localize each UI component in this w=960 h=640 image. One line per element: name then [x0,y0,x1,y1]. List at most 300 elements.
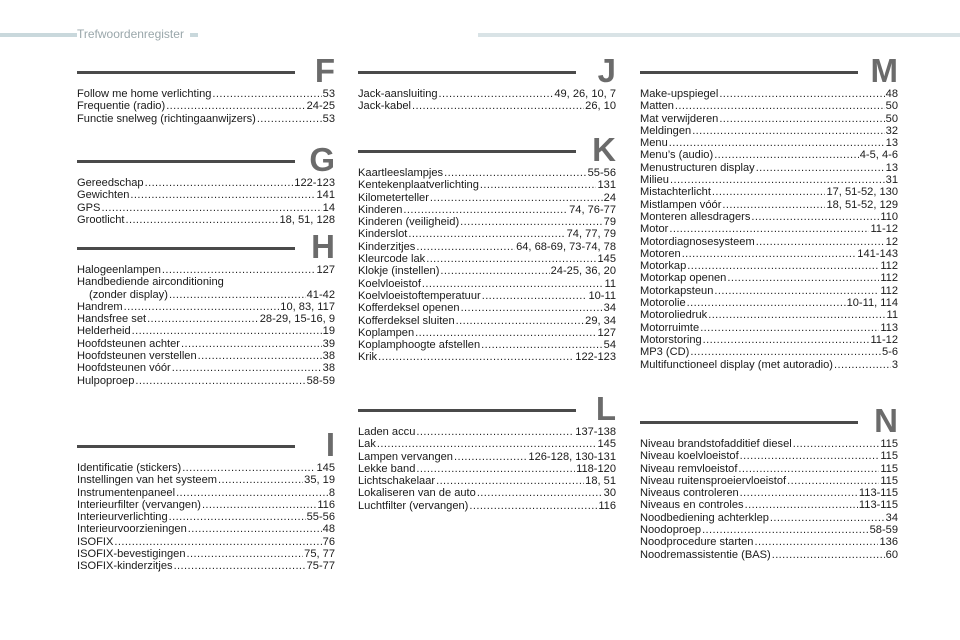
index-entry [358,302,616,314]
index-entry [640,186,898,198]
dot-leader [714,149,859,161]
entry-pages: 38 [322,350,335,363]
section-letter: L [595,390,616,427]
index-entry [77,523,335,535]
entry-pages: 3 [891,358,898,371]
entry-pages: 30 [603,487,616,500]
entry-term: Niveaus en controles [640,499,744,512]
entry-term: Functie snelweg (richtingaanwijzers) [77,112,256,125]
index-section [77,52,335,125]
index-entry [640,463,898,475]
index-entry [358,265,616,277]
dot-leader [198,350,322,362]
section-letter: F [314,52,335,89]
entry-term: Motorkap [640,260,687,273]
entry-term: Koplampen [358,326,415,339]
entry-pages: 39 [322,337,335,350]
index-entry [77,88,335,100]
entry-pages: 110 [880,210,898,223]
dot-leader [130,189,315,201]
entry-list [77,462,335,573]
dot-leader [403,204,568,216]
entry-pages: 32 [885,124,898,137]
dot-leader [740,487,858,499]
dot-leader [212,88,321,100]
entry-term: Motor [640,223,669,236]
entry-pages: 14 [322,201,335,214]
entry-term: Niveau ruitensproeiervloeistof [640,474,787,487]
entry-term: Mat verwijderen [640,112,719,125]
entry-term: Noodoproep [640,524,702,537]
entry-list [640,438,898,561]
entry-pages: 145 [597,438,616,451]
dot-leader [412,100,584,112]
index-entry [77,313,335,325]
index-entry [77,560,335,572]
dot-leader [378,351,574,363]
index-section [358,131,616,364]
entry-term: Menu [640,137,668,150]
dot-leader [722,199,825,211]
index-entry [640,334,898,346]
index-entry [358,241,616,253]
index-section [640,52,898,371]
index-entry [640,260,898,272]
entry-pages: 29, 34 [585,314,616,327]
entry-pages: 11-12 [870,333,898,346]
entry-pages: 116 [598,499,616,512]
index-entry [640,346,898,358]
index-entry [77,100,335,112]
entry-pages: 28-29, 15-16, 9 [259,313,335,326]
index-entry [640,113,898,125]
index-entry [640,248,898,260]
dot-leader [719,113,884,125]
entry-pages: 26, 10 [585,100,616,113]
entry-term: Frequentie (radio) [77,100,166,113]
entry-pages: 64, 68-69, 73-74, 78 [516,240,616,253]
index-section [640,402,898,561]
dot-leader [426,253,596,265]
section-letter: I [325,426,335,463]
dot-leader [702,524,869,536]
index-entry [77,487,335,499]
dot-leader [181,338,322,350]
entry-term: Matten [640,100,674,113]
index-entry [358,167,616,179]
dot-leader [787,475,879,487]
section-letter: M [870,52,898,89]
dot-leader [675,100,885,112]
entry-term: Gereedschap [77,177,144,189]
dot-leader [162,264,316,276]
entry-pages: 58-59 [306,374,335,387]
entry-pages: 49, 26, 10, 7 [554,88,616,100]
index-entry [358,339,616,351]
section-rule [640,421,858,424]
entry-term: ISOFIX-kinderzitjes [77,560,173,573]
index-entry [358,88,616,100]
entry-term: GPS [77,201,101,214]
entry-pages: 17, 51-52, 130 [826,186,898,199]
entry-pages: 113 [880,321,898,334]
entry-term: Motorstoring [640,333,702,346]
entry-pages: 34 [885,511,898,524]
entry-term: Handsfree set [77,313,147,326]
entry-term: Mistachterlicht [640,186,711,199]
entry-pages: 60 [885,548,898,561]
entry-list [358,167,616,364]
entry-pages: 131 [597,179,616,192]
entry-term: Helderheid [77,325,131,338]
dot-leader [416,426,574,438]
section-rule [358,409,576,412]
index-entry [358,426,616,438]
entry-pages: 41-42 [306,288,335,301]
index-entry [640,211,898,223]
entry-term: MP3 (CD) [640,346,690,359]
entry-pages: 48 [885,88,898,100]
index-entry [358,315,616,327]
entry-pages: 122-123 [294,177,335,189]
entry-term: Instrumentenpaneel [77,486,176,499]
entry-term: Lekke band [358,462,416,475]
section-header [640,402,898,439]
index-entry [358,179,616,191]
dot-leader [754,536,878,548]
entry-pages: 24-25 [306,100,335,113]
index-entry [77,474,335,486]
entry-pages: 18, 51, 128 [279,213,335,226]
entry-term: Identificatie (stickers) [77,462,182,474]
index-entry [77,177,335,189]
dot-leader [469,500,597,512]
entry-term: Koelvloeistoftemperatuur [358,289,481,302]
entry-pages: 145 [597,253,616,266]
index-entry [640,137,898,149]
entry-pages: 75-77 [306,560,335,573]
index-entry [358,451,616,463]
dot-leader [708,309,885,321]
dot-leader [727,272,879,284]
entry-term: ISOFIX [77,535,114,548]
entry-pages: 76 [322,535,335,548]
dot-leader [124,301,280,313]
section-rule [77,71,295,74]
index-section [358,52,616,113]
entry-term: Motorruimte [640,321,700,334]
index-entry [77,499,335,511]
dot-leader [172,362,322,374]
index-entry [77,301,335,313]
entry-term: Interieurvoorzieningen [77,523,187,536]
entry-term: Multifunctioneel display (met autoradio) [640,358,834,371]
index-entry [640,162,898,174]
entry-pages: 11 [604,277,616,290]
entry-pages: 10, 83, 117 [280,300,335,313]
dot-leader [439,88,554,100]
index-entry [77,264,335,276]
entry-list [77,264,335,387]
index-entry [640,438,898,450]
index-entry [358,327,616,339]
section-rule [358,150,576,153]
dot-leader [135,375,305,387]
entry-term: Gewichten [77,189,130,202]
entry-pages: 13 [885,137,898,150]
index-entry [358,463,616,475]
dot-leader [174,560,306,572]
entry-term: Lichtschakelaar [358,475,436,488]
index-section [77,228,335,387]
entry-pages: 18, 51-52, 129 [826,198,898,211]
index-entry [77,536,335,548]
dot-leader [147,313,259,325]
entry-pages: 58-59 [869,524,898,537]
index-entry [640,475,898,487]
index-entry [640,88,898,100]
entry-pages: 53 [322,88,335,100]
dot-leader [114,536,321,548]
entry-term: Milieu [640,174,669,187]
entry-term: Krik [358,351,378,364]
entry-pages: 113-115 [858,487,898,500]
dot-leader [377,438,597,450]
dot-leader [416,241,515,253]
dot-leader [751,211,879,223]
entry-term: Motoren [640,247,681,260]
dot-leader [670,174,885,186]
index-entry [640,450,898,462]
section-rule [77,445,295,448]
dot-leader [444,167,587,179]
entry-term: Kentekenplaatverlichting [358,179,479,192]
index-entry [358,192,616,204]
dot-leader [182,462,315,474]
entry-pages: 75, 77 [304,548,335,561]
entry-term: Menustructuren display [640,161,755,174]
dot-leader [461,302,603,314]
index-entry [640,536,898,548]
entry-term: Make-upspiegel [640,88,719,100]
dot-leader [218,474,303,486]
entry-pages: 19 [322,325,335,338]
entry-term: Lampen vervangen [358,450,453,463]
entry-term: Noodbediening achterklep [640,511,769,524]
entry-pages: 136 [879,536,898,549]
index-entry [640,487,898,499]
entry-term: Noodprocedure starten [640,536,754,549]
dot-leader [687,297,846,309]
index-entry [77,289,335,301]
index-entry [358,500,616,512]
dot-leader [415,327,596,339]
index-entry-term: Handbediende airconditioning [77,276,224,289]
entry-pages: 11 [886,309,898,322]
entry-pages: 50 [885,112,898,125]
index-entry [640,499,898,511]
index-entry [77,113,335,125]
index-entry [358,487,616,499]
entry-term: Kinderen [358,203,403,216]
section-header [358,390,616,427]
dot-leader [202,499,316,511]
index-entry [358,351,616,363]
section-rule [640,71,858,74]
index-entry [77,362,335,374]
dot-leader [793,438,880,450]
entry-pages: 127 [316,264,335,276]
dot-leader [738,463,879,475]
index-entry [358,204,616,216]
entry-term: Hoofdsteunen verstellen [77,350,197,363]
dot-leader [169,511,306,523]
index-entry [77,202,335,214]
index-entry [358,100,616,112]
entry-term: Jack-kabel [358,100,412,113]
entry-pages: 12 [885,235,898,248]
entry-term: Hulpoproep [77,374,135,387]
entry-term: Niveau remvloeistof [640,462,738,475]
dot-leader [700,322,879,334]
entry-term: Niveaus controleren [640,487,739,500]
entry-term: Kofferdeksel sluiten [358,314,455,327]
entry-pages: 48 [322,523,335,536]
entry-term: Instellingen van het systeem [77,474,217,487]
section-letter: G [309,141,335,178]
entry-term: Meldingen [640,124,692,137]
entry-term: Koelvloeistof [358,277,421,290]
entry-pages: 10-11, 114 [846,297,898,310]
index-entry [640,199,898,211]
entry-pages: 13 [885,161,898,174]
section-header [77,426,335,463]
entry-pages: 127 [597,326,616,339]
index-entry [640,100,898,112]
entry-pages: 141-143 [857,247,898,260]
section-header [77,52,335,89]
entry-pages: 115 [880,438,898,450]
entry-term: Follow me home verlichting [77,88,212,100]
entry-term: Menu’s (audio) [640,149,714,162]
header-bar-right [478,33,960,37]
index-entry [640,524,898,536]
entry-list [77,88,335,125]
dot-leader [187,548,304,560]
entry-pages: 74, 76-77 [569,203,616,216]
entry-term: Grootlicht [77,213,125,226]
entry-pages: 122-123 [575,351,616,364]
index-entry [640,297,898,309]
dot-leader [669,137,885,149]
entry-pages: 4-5, 4-6 [859,149,898,162]
entry-pages: 79 [603,216,616,229]
index-entry [77,214,335,226]
entry-term: Niveau koelvloeistof [640,450,739,463]
dot-leader [772,549,885,561]
index-entry [640,272,898,284]
entry-list [77,177,335,226]
dot-leader [740,450,880,462]
index-entry [640,359,898,371]
index-entry [640,285,898,297]
dot-leader [692,125,884,137]
dot-leader [482,290,588,302]
dot-leader [166,100,305,112]
index-entry [640,236,898,248]
entry-list [640,88,898,371]
entry-pages: 118-120 [576,462,616,475]
entry-term: Klokje (instellen) [358,265,440,278]
entry-term: Motoroliedruk [640,309,708,322]
entry-pages: 55-56 [587,167,616,179]
dot-leader [770,512,885,524]
index-entry [358,475,616,487]
entry-term: Niveau brandstofadditief diesel [640,438,792,450]
index-entry [640,512,898,524]
index-entry [358,278,616,290]
index-entry [77,350,335,362]
entry-term: Halogeenlampen [77,264,161,276]
entry-term: Luchtfilter (vervangen) [358,499,469,512]
entry-pages: 116 [317,498,335,511]
index-entry [640,174,898,186]
dot-leader [436,475,584,487]
section-header [640,52,898,89]
index-section [77,426,335,573]
index-entry [358,438,616,450]
index-entry [358,253,616,265]
entry-pages: 126-128, 130-131 [528,450,616,463]
section-rule [77,160,295,163]
entry-pages: 8 [328,486,335,499]
entry-pages: 115 [880,450,898,463]
entry-term: Interieurfilter (vervangen) [77,498,201,511]
entry-list [358,426,616,512]
entry-term: Kinderzitjes [358,240,416,253]
entry-pages: 50 [885,100,898,113]
index-section [358,390,616,512]
section-letter: H [311,228,335,265]
entry-term: Lak [358,438,376,451]
dot-leader [687,260,879,272]
entry-term: Handrem [77,300,123,313]
entry-term: Noodremassistentie (BAS) [640,548,771,561]
section-letter: N [874,402,898,439]
page-title: Trefwoordenregister [77,27,190,41]
entry-term: Kilometerteller [358,191,429,204]
dot-leader [756,236,885,248]
section-letter: K [592,131,616,168]
index-entry [77,511,335,523]
entry-pages: 112 [880,260,898,273]
dot-leader [714,285,879,297]
dot-leader [719,88,884,100]
section-header [358,52,616,89]
index-entry [640,223,898,235]
section-header [77,141,335,178]
dot-leader [176,487,328,499]
dot-leader [454,451,527,463]
entry-pages: 31 [885,174,898,187]
section-header [358,131,616,168]
entry-list [358,88,616,113]
dot-leader [257,113,322,125]
entry-term: Kofferdeksel openen [358,302,460,315]
dot-leader [712,186,826,198]
index-entry [358,228,616,240]
index-entry [358,216,616,228]
